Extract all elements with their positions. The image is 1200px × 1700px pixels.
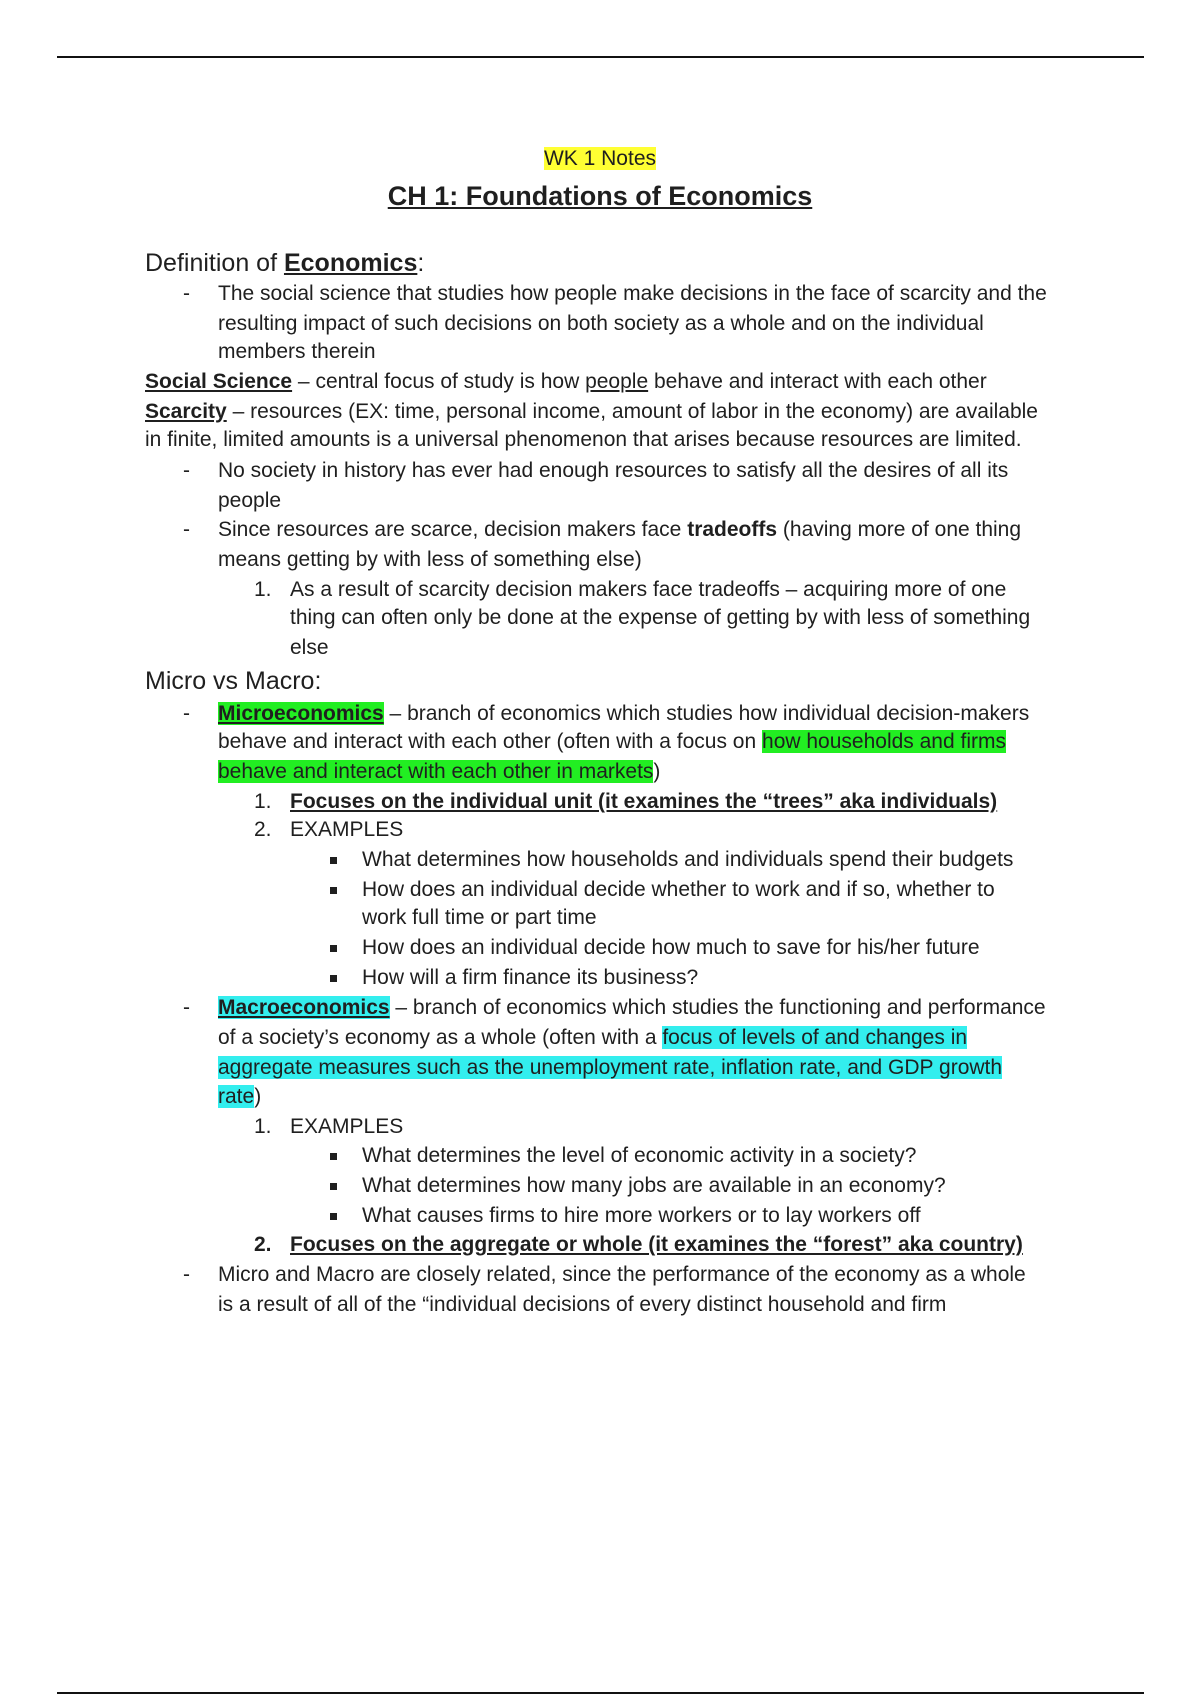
definition-bullet-line: resulting impact of such decisions on both society as a whole and on the individual — [218, 312, 984, 335]
micro-example: What determines how households and individuals spend their budgets — [362, 848, 1014, 871]
tradeoffs-text: (having more of one thing — [777, 518, 1022, 541]
macro-highlight: focus of levels of and changes in — [662, 1026, 968, 1049]
macro-item-examples: EXAMPLES — [290, 1115, 404, 1138]
macro-line — [218, 993, 1046, 1022]
square-bullet — [330, 1153, 337, 1160]
social-science-people: people — [585, 370, 649, 393]
definition-heading-prefix: Definition of — [145, 249, 284, 277]
bottom-rule — [57, 1692, 1144, 1694]
list-number: 1. — [254, 790, 272, 813]
macro-example: What determines how many jobs are available in an economy? — [362, 1174, 946, 1197]
tradeoffs-text: Since resources are scarce, decision makers face — [218, 518, 688, 541]
micro-highlight: how households and firms — [762, 730, 1006, 753]
top-rule — [57, 56, 1144, 58]
dash-bullet: - — [183, 702, 190, 725]
subtitle-text: WK 1 Notes — [543, 147, 657, 170]
macro-line — [218, 1053, 1002, 1082]
micro-line — [218, 757, 660, 786]
macro-text: of a society’s economy as a whole (often with a — [218, 1026, 663, 1049]
micro-text: – branch of economics which studies how individual decision-makers — [383, 702, 1030, 725]
social-science-text: behave and interact with each other — [648, 370, 987, 393]
micro-item-examples: EXAMPLES — [290, 818, 404, 841]
square-bullet — [330, 1183, 337, 1190]
social-science-term: Social Science — [145, 370, 293, 393]
micro-line — [218, 699, 1029, 728]
macro-highlight: aggregate measures such as the unemployment rate, inflation rate, and GDP growth — [218, 1056, 1003, 1079]
micro-macro-heading: Micro vs Macro: — [145, 667, 322, 695]
definition-bullet-line: members therein — [218, 340, 376, 363]
dash-bullet: - — [183, 518, 190, 541]
list-number: 2. — [254, 1233, 272, 1256]
dash-bullet: - — [183, 282, 190, 305]
definition-heading — [145, 247, 424, 279]
definition-heading-term: Economics — [283, 249, 418, 277]
scarcity-text: – resources (EX: time, personal income, amount of labor in the economy) are available — [226, 400, 1038, 423]
scarcity-bullet-line — [218, 515, 1021, 544]
scarcity-bullet-line: people — [218, 489, 282, 512]
micro-line — [218, 727, 1006, 756]
subtitle — [0, 145, 1200, 173]
dash-bullet: - — [183, 996, 190, 1019]
definition-heading-suffix: : — [417, 249, 425, 277]
micro-text: behave and interact with each other (often with a focus on — [218, 730, 763, 753]
micro-item-focus: Focuses on the individual unit (it examines the “trees” aka individuals) — [290, 790, 998, 813]
micro-example: How will a firm finance its business? — [362, 966, 699, 989]
micro-highlight: behave and interact with each other in markets — [218, 760, 654, 783]
scarcity-item-line: else — [290, 636, 329, 659]
macro-text: ) — [254, 1085, 262, 1108]
square-bullet — [330, 945, 337, 952]
macro-highlight: rate — [218, 1085, 255, 1108]
scarcity-line — [145, 397, 1038, 426]
square-bullet — [330, 857, 337, 864]
square-bullet — [330, 975, 337, 982]
square-bullet — [330, 1213, 337, 1220]
microeconomics-term: Microeconomics — [218, 702, 384, 725]
macro-example: What determines the level of economic activity in a society? — [362, 1144, 917, 1167]
macro-item-focus: Focuses on the aggregate or whole (it examines the “forest” aka country) — [290, 1233, 1023, 1256]
micro-example: How does an individual decide how much to save for his/her future — [362, 936, 980, 959]
social-science-line — [145, 367, 987, 396]
dash-bullet: - — [183, 459, 190, 482]
square-bullet — [330, 887, 337, 894]
page-title-text: CH 1: Foundations of Economics — [387, 181, 813, 211]
related-line: Micro and Macro are closely related, since the performance of the economy as a whole — [218, 1263, 1026, 1286]
tradeoffs-term: tradeoffs — [687, 518, 778, 541]
list-number: 1. — [254, 1115, 272, 1138]
macro-example: What causes firms to hire more workers or to lay workers off — [362, 1204, 921, 1227]
scarcity-term: Scarcity — [145, 400, 227, 423]
scarcity-bullet-line: No society in history has ever had enough resources to satisfy all the desires of all its — [218, 459, 1009, 482]
dash-bullet: - — [183, 1263, 190, 1286]
page-title — [0, 178, 1200, 214]
list-number: 1. — [254, 578, 272, 601]
list-number: 2. — [254, 818, 272, 841]
macro-text: – branch of economics which studies the functioning and performance — [389, 996, 1046, 1019]
micro-text: ) — [653, 760, 661, 783]
scarcity-bullet-line: means getting by with less of something else) — [218, 548, 642, 571]
macro-line — [218, 1082, 261, 1111]
macroeconomics-term: Macroeconomics — [218, 996, 390, 1019]
macro-line — [218, 1023, 967, 1052]
micro-example: work full time or part time — [362, 906, 597, 929]
micro-example: How does an individual decide whether to work and if so, whether to — [362, 878, 995, 901]
definition-bullet-line: The social science that studies how people make decisions in the face of scarcity and the — [218, 282, 1047, 305]
scarcity-item-line: As a result of scarcity decision makers face tradeoffs – acquiring more of one — [290, 578, 1007, 601]
scarcity-item-line: thing can often only be done at the expense of getting by with less of something — [290, 606, 1031, 629]
scarcity-line: in finite, limited amounts is a universal phenomenon that arises because resources are limited. — [145, 428, 1022, 451]
social-science-text: – central focus of study is how — [292, 370, 586, 393]
related-line: is a result of all of the “individual decisions of every distinct household and firm — [218, 1293, 947, 1316]
